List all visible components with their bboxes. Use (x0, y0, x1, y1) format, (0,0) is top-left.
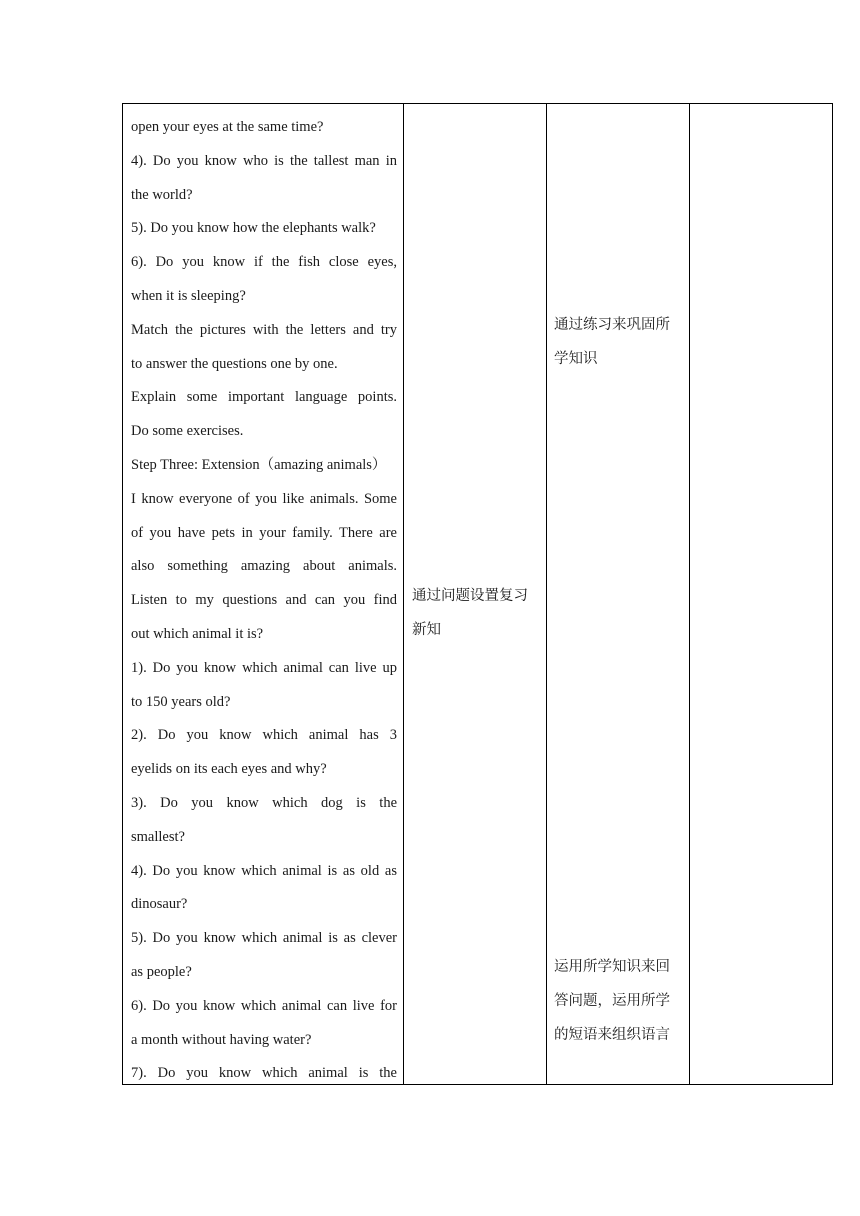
column-divider (403, 104, 404, 1084)
procedure-line: 4). Do you know which animal is as old as (131, 862, 397, 879)
note-line: 的短语来组织语言 (554, 1026, 670, 1043)
procedure-line: 6). Do you know which animal can live for (131, 997, 397, 1014)
note-line: 学知识 (554, 350, 598, 367)
procedure-line: also something amazing about animals. (131, 558, 397, 575)
lesson-plan-table (122, 103, 833, 1085)
procedure-line: the world? (131, 186, 193, 203)
procedure-line: Explain some important language points. (131, 389, 397, 406)
procedure-line: open your eyes at the same time? (131, 119, 324, 135)
note-line: 运用所学知识来回 (554, 959, 670, 975)
procedure-line: smallest? (131, 828, 185, 845)
note-consolidate-cell (554, 309, 684, 377)
procedure-line: dinosaur? (131, 896, 188, 913)
procedure-line: Step Three: Extension（amazing animals） (131, 456, 387, 473)
procedure-line: a month without having water? (131, 1031, 312, 1048)
procedure-line: Match the pictures with the letters and try (131, 321, 397, 338)
purpose-line: 新知 (412, 621, 441, 638)
procedure-line: 2). Do you know which animal has 3 (131, 727, 397, 744)
teaching-procedure-cell (131, 111, 397, 1091)
procedure-line: Do some exercises. (131, 423, 244, 440)
procedure-line: as people? (131, 963, 192, 980)
procedure-line: when it is sleeping? (131, 287, 246, 304)
procedure-line: 4). Do you know who is the tallest man in (131, 152, 397, 169)
procedure-line: out which animal it is? (131, 625, 264, 642)
note-line: 答问题，运用所学 (554, 992, 670, 1009)
purpose-line: 通过问题设置复习 (412, 588, 528, 604)
design-purpose-cell (412, 580, 542, 648)
procedure-line: to answer the questions one by one. (131, 355, 338, 372)
note-apply-cell (554, 951, 684, 1052)
procedure-line: 6). Do you know if the fish close eyes, (131, 254, 397, 271)
procedure-line: 5). Do you know how the elephants walk? (131, 220, 376, 237)
column-divider (689, 104, 690, 1084)
note-line: 通过练习来巩固所 (554, 317, 670, 333)
procedure-line: of you have pets in your family. There are (131, 524, 397, 541)
procedure-line: 7). Do you know which animal is the (131, 1065, 397, 1082)
procedure-line: I know everyone of you like animals. Some (131, 490, 397, 507)
procedure-line: 3). Do you know which dog is the (131, 794, 397, 811)
column-divider (546, 104, 547, 1084)
procedure-line: Listen to my questions and can you find (131, 592, 397, 609)
procedure-line: to 150 years old? (131, 693, 231, 710)
procedure-line: 1). Do you know which animal can live up (131, 659, 397, 676)
procedure-line: eyelids on its each eyes and why? (131, 761, 327, 778)
procedure-line: 5). Do you know which animal is as clever (131, 930, 397, 947)
